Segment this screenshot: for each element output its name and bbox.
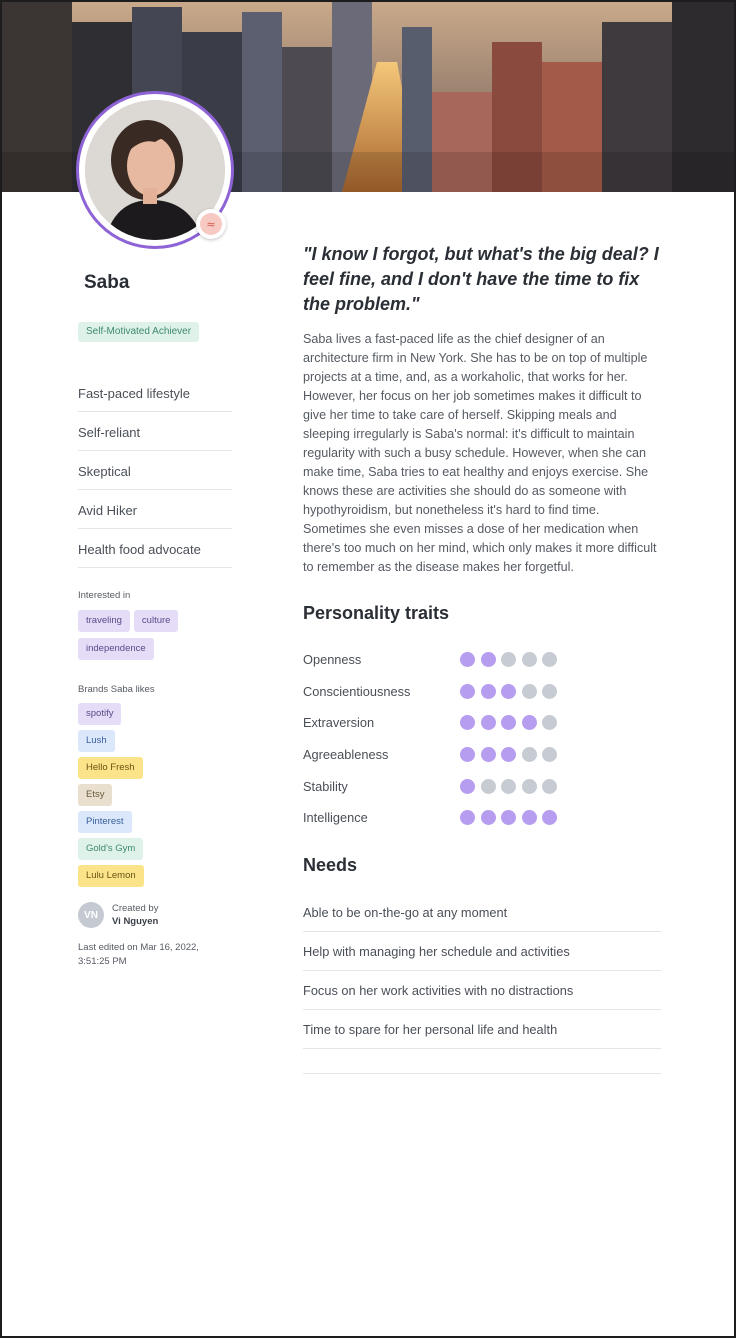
trait-item: Self-reliant [78,412,232,451]
personality-label: Agreeableness [303,747,389,763]
rating-dot-filled [481,715,496,730]
rating-dot-filled [481,810,496,825]
rating-dot-filled [481,684,496,699]
creator-info [78,902,158,928]
personality-title: Personality traits [303,603,450,623]
rating-dot-filled [460,652,475,667]
grimace-face-icon: ≈ [196,209,226,239]
needs-title: Needs [303,855,358,875]
rating-dots [460,747,563,762]
personality-label: Stability [303,778,348,794]
rating-dot-filled [460,684,475,699]
rating-dot-empty [522,652,537,667]
need-item: Able to be on-the-go at any moment [303,893,661,932]
rating-dot-empty [522,747,537,762]
personality-row [303,707,603,739]
interests-label: Interested in [78,590,131,601]
interest-tag: traveling [78,610,130,632]
personality-traits [303,644,603,834]
creator-name[interactable]: Vi Nguyen [112,916,159,927]
rating-dot-filled [542,810,557,825]
brands-list [78,703,228,892]
rating-dot-filled [460,810,475,825]
trait-item: Avid Hiker [78,490,232,529]
rating-dot-filled [481,652,496,667]
brand-tag: Hello Fresh [78,757,143,779]
rating-dot-filled [522,810,537,825]
personality-label: Extraversion [303,715,375,731]
rating-dot-filled [460,779,475,794]
need-item: Time to spare for her personal life and health [303,1010,661,1049]
archetype-badge: Self-Motivated Achiever [78,322,199,342]
rating-dot-empty [522,684,537,699]
brand-tag: Lulu Lemon [78,865,144,887]
rating-dot-filled [501,747,516,762]
personality-row [303,644,603,676]
rating-dots [460,810,563,825]
rating-dot-filled [501,715,516,730]
rating-dot-empty [501,779,516,794]
personality-row [303,770,603,802]
persona-name: Saba [84,272,130,293]
rating-dot-filled [460,747,475,762]
need-item: Focus on her work activities with no distractions [303,971,661,1010]
brand-tag: Etsy [78,784,112,806]
rating-dot-empty [542,779,557,794]
rating-dot-filled [460,715,475,730]
rating-dot-empty [542,715,557,730]
traits-list [78,373,232,568]
personality-row [303,739,603,771]
interest-tag: independence [78,638,154,660]
rating-dot-empty [542,747,557,762]
rating-dots [460,652,563,667]
rating-dot-empty [542,652,557,667]
trait-item: Fast-paced lifestyle [78,373,232,412]
interests-tags [78,610,228,666]
personality-row [303,676,603,708]
rating-dots [460,684,563,699]
interest-tag: culture [134,610,179,632]
rating-dots [460,715,563,730]
brand-tag: spotify [78,703,121,725]
rating-dot-empty [522,779,537,794]
personality-label: Intelligence [303,810,368,826]
last-edited: Last edited on Mar 16, 2022, 3:51:25 PM [78,942,199,967]
persona-quote: "I know I forgot, but what's the big deal? I feel fine, and I don't have the time to fix the problem." [303,244,659,314]
rating-dot-filled [481,747,496,762]
persona-bio: Saba lives a fast-paced life as the chief designer of an architecture firm in New York. She has to be on top of multiple projects at a time, and, as a workaholic, that works for her. However, her focus on her job sometimes makes it difficult to give her time to take care of herself. Skipping meals and sleeping irregularly is Saba's normal: it's difficult to maintain regularity with such a busy schedule. However, when she can make time, Saba tries to eat healthy and enjoys exercise. She knows these are activities she should do as someone with hypothyroidism, but nonetheless it's hard to find time. Sometimes she even misses a dose of her medication when there's too much on her mind, which only makes it more difficult to remember as the disease makes her forgetful. [303,332,657,574]
rating-dots [460,779,563,794]
brand-tag: Lush [78,730,115,752]
rating-dot-filled [501,810,516,825]
rating-dot-empty [481,779,496,794]
personality-label: Openness [303,652,362,668]
brand-tag: Gold's Gym [78,838,143,860]
creator-label: Created by [112,903,159,914]
personality-label: Conscientiousness [303,683,411,699]
need-item: Help with managing her schedule and activities [303,932,661,971]
needs-list [303,893,661,1049]
rating-dot-empty [542,684,557,699]
trait-item: Health food advocate [78,529,232,568]
trait-item: Skeptical [78,451,232,490]
brand-tag: Pinterest [78,811,132,833]
avatar [76,91,234,249]
rating-dot-filled [522,715,537,730]
creator-avatar: VN [78,902,104,928]
brands-label: Brands Saba likes [78,684,155,695]
rating-dot-filled [501,684,516,699]
rating-dot-empty [501,652,516,667]
divider [303,1073,661,1074]
personality-row [303,802,603,834]
